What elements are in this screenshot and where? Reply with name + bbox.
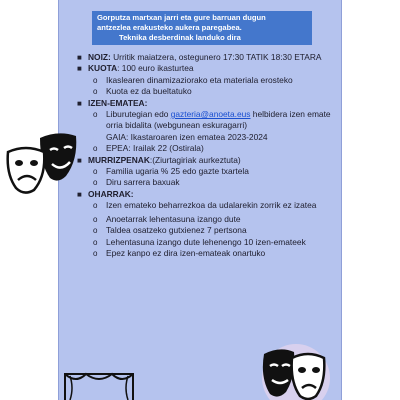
kuota-item (72, 63, 334, 74)
oharrak-sub-5 (72, 248, 334, 259)
kuota-text: : 100 euro ikasturtea (117, 63, 194, 74)
kuota-sub-1 (72, 75, 334, 86)
banner-line-3: Teknika desberdinak landuko dira (119, 33, 241, 42)
murriz-sub-2-text: Diru sarrera baxuak (106, 177, 180, 188)
oharrak-sub-2 (72, 214, 334, 225)
bullet-icon: ■ (77, 53, 82, 62)
murriz-sub-1-text: Familia ugaria % 25 edo gazte txartela (106, 166, 249, 177)
izen-label: IZEN-EMATEA: (88, 97, 148, 108)
banner-line-1: Gorputza martxan jarri eta gure barruan dugun (97, 13, 266, 22)
flyer-content (72, 52, 334, 259)
izen-sub-1-pre: Liburutegian edo (106, 109, 171, 120)
murriz-sub-2 (72, 177, 334, 188)
izen-sub-2 (72, 143, 334, 154)
circle-bullet-icon: o (93, 144, 98, 154)
oharrak-item (72, 189, 334, 200)
intro-banner (92, 11, 312, 45)
oharrak-sub-4 (72, 237, 334, 248)
circle-bullet-icon: o (93, 167, 98, 177)
murriz-label: MURRIZPENAK (88, 154, 150, 165)
kuota-sub-2 (72, 86, 334, 97)
oharrak-sub-4-text: Lehentasuna izango dute lehenengo 10 izen-emateek (106, 236, 306, 247)
banner-line-2: antzezlea erakusteko aukera paregabea. (97, 23, 242, 32)
oharrak-sub-3-text: Taldea osatzeko gutxienez 7 pertsona (106, 225, 247, 236)
circle-bullet-icon: o (93, 75, 98, 85)
theatre-masks-icon (6, 130, 78, 196)
kuota-sub-2-text: Kuota ez da bueltatuko (106, 86, 192, 97)
murriz-text: :(Ziurtagiriak aurkeztuta) (149, 154, 241, 165)
izen-sub-1-gaia: GAIA: Ikastaroaren izen ematea 2023-2024 (106, 131, 268, 142)
circle-bullet-icon: o (93, 87, 98, 97)
stage-curtain-icon (64, 370, 134, 400)
kuota-sub-1-text: Ikaslearen dinamizaziorako eta materiala erosteko (106, 74, 293, 85)
oharrak-sub-1-text: Izen emateko beharrezkoa da udalarekin zorrik ez izatea (106, 200, 317, 211)
bullet-icon: ■ (77, 64, 82, 74)
oharrak-sub-5-text: Epez kanpo ez dira izen-emateak onartuko (106, 247, 266, 258)
circle-bullet-icon: o (93, 214, 98, 224)
izen-sub-2-text: EPEA: Irailak 22 (Ostirala) (106, 143, 204, 154)
circle-bullet-icon: o (93, 201, 98, 211)
oharrak-sub-2-text: Anoetarrak lehentasuna izango dute (106, 213, 241, 224)
kuota-label: KUOTA (88, 63, 118, 74)
bullet-icon: ■ (77, 155, 82, 165)
bullet-icon: ■ (77, 98, 82, 108)
theatre-masks-right-icon (246, 342, 340, 400)
izen-item (72, 98, 334, 109)
circle-bullet-icon: o (93, 226, 98, 236)
izen-sub-1 (72, 109, 334, 143)
oharrak-sub-1 (72, 200, 334, 211)
noiz-item (72, 52, 334, 63)
izen-sub-1-post: helbidera izen emate orria bidalita (webgunean eskuragarri) (106, 109, 331, 131)
email-link[interactable]: gazteria@anoeta.eus (170, 109, 251, 120)
circle-bullet-icon: o (93, 248, 98, 258)
oharrak-sub-3 (72, 225, 334, 236)
circle-bullet-icon: o (93, 110, 98, 120)
circle-bullet-icon: o (93, 178, 98, 188)
noiz-label: NOIZ: (88, 52, 111, 62)
bullet-icon: ■ (77, 189, 82, 199)
circle-bullet-icon: o (93, 237, 98, 247)
murriz-item (72, 155, 334, 166)
noiz-text: Urritik maiatzera, ostegunero 17:30 TATIK 18:30 ETARA (113, 52, 322, 62)
oharrak-label: OHARRAK: (88, 188, 134, 199)
murriz-sub-1 (72, 166, 334, 177)
